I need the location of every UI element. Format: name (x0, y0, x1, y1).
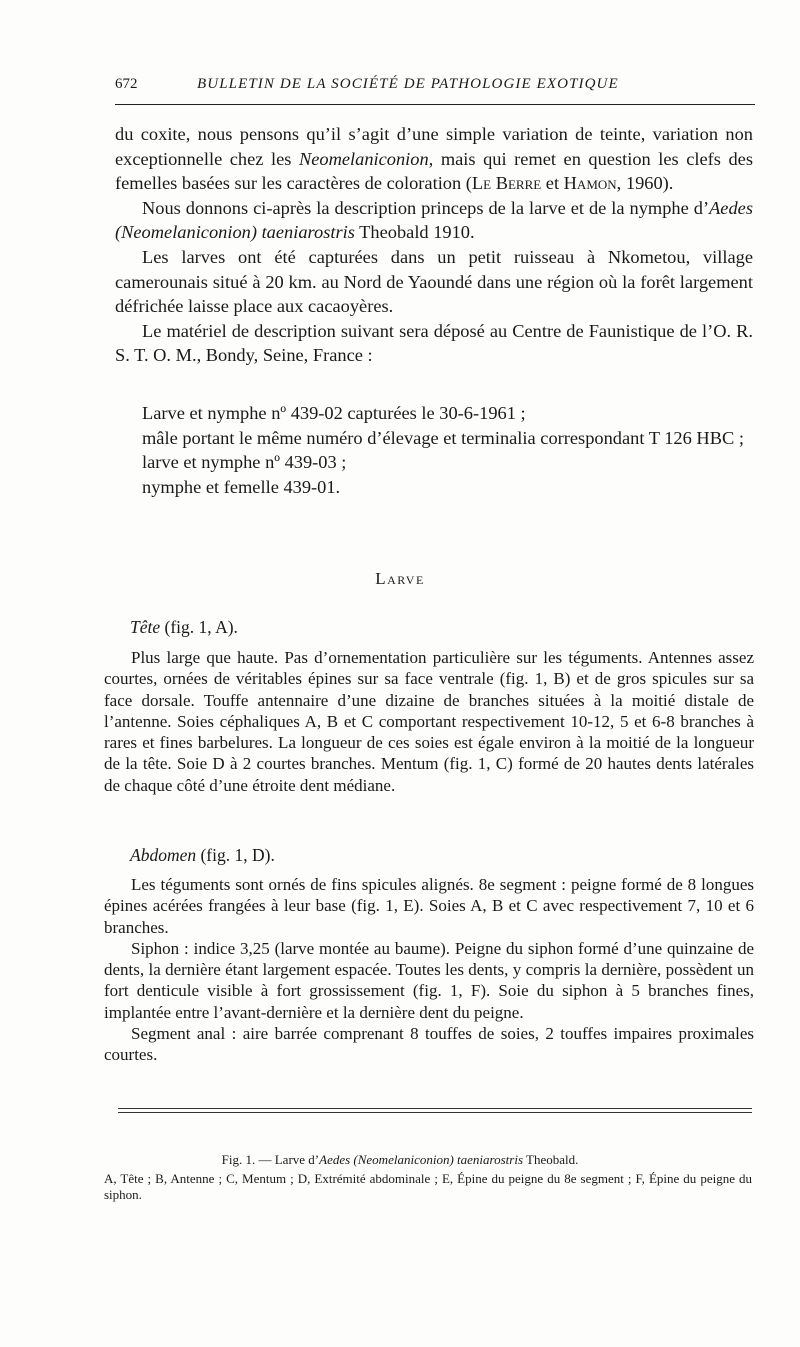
figure-rule (118, 1112, 752, 1113)
material-item: Larve et nymphe nº 439-02 capturées le 30-6-1961 ; (142, 403, 526, 423)
material-list (115, 401, 753, 499)
paragraph-description: Nous donnons ci-après la description princeps de la larve et de la nymphe d’Aedes (Neomelaniconion) taeniarostris Theobald 1910. (115, 197, 753, 243)
material-item: mâle portant le même numéro d’élevage et terminalia correspondant T 126 HBC ; (142, 427, 744, 448)
figure-rule (118, 1108, 752, 1109)
intro-text (115, 122, 753, 368)
tete-text: Plus large que haute. Pas d’ornementation particulière sur les téguments. Antennes assez courtes, ornées de véritables épines sur sa face ventrale (fig. 1, B) et de gros spicules sur sa face dorsale. Touffe antennaire d’une dizaine de branches situées à la moitié distale de l’antenne. Soies céphaliques A, B et C comportant respectivement 10-12, 5 et 6-8 branches à rares et fines barbelures. La longueur de ces soies est égale environ à la moitié de la longueur de la tête. Soie D à 2 courtes branches. Mentum (fig. 1, C) formé de 20 hautes dents latérales de chaque côté d’une étroite dent médiane. (104, 648, 754, 795)
section-title-larve: Larve (375, 569, 425, 588)
subhead-tete: Tête (fig. 1, A). (130, 617, 238, 637)
paragraph-coxite: du coxite, nous pensons qu’il s’agit d’une simple variation de teinte, variation non exceptionnelle chez les Neomelaniconion, mais qui remet en question les clefs des femelles basées sur les caractères de coloration (Le Berre et Hamon, 1960). (115, 124, 754, 194)
paragraph-capture: Les larves ont été capturées dans un petit ruisseau à Nkometou, village camerounais situé à 20 km. au Nord de Yaoundé dans une région où la forêt largement défrichée laisse place aux cacaoyères. (115, 246, 753, 317)
journal-title: BULLETIN DE LA SOCIÉTÉ DE PATHOLOGIE EXOTIQUE (197, 76, 619, 92)
figure-legend: A, Tête ; B, Antenne ; C, Mentum ; D, Extrémité abdominale ; E, Épine du peigne du 8e segment ; F, Épine du peigne du siphon. (104, 1171, 752, 1202)
material-item: larve et nymphe nº 439-03 ; (142, 452, 347, 473)
running-header (115, 76, 755, 102)
material-item: nymphe et femelle 439-01. (142, 476, 341, 497)
paragraph-material: Le matériel de description suivant sera déposé au Centre de Faunistique de l’O. R. S. T. O. M., Bondy, Seine, France : (115, 320, 753, 366)
abdomen-text: Les téguments sont ornés de fins spicules alignés. 8e segment : peigne formé de 8 longues épines acérées frangées à leur base (fig. 1, E). Soies A, B et C avec respectivement 7, 10 et 6 branches. Siphon : indice 3,25 (larve montée au baume). Peigne du siphon formé d’une quinzaine de dents, la dernière étant largement espacée. Toutes les dents, y compris la dernière, possèdent un fort denticule visible à fort grossissement (fig. 1, F). Soie du siphon à 5 branches fines, implantée entre l’avant-dernière et la dernière dent du peigne. Segment anal : aire barrée comprenant 8 touffes de soies, 2 touffes impaires proximales courtes. (104, 875, 754, 1065)
figure-caption: Fig. 1. — Larve d’Aedes (Neomelaniconion) taeniarostris Theobald. (221, 1152, 579, 1167)
page-number: 672 (115, 76, 138, 92)
subhead-abdomen: Abdomen (fig. 1, D). (130, 845, 275, 865)
header-rule (115, 104, 755, 105)
